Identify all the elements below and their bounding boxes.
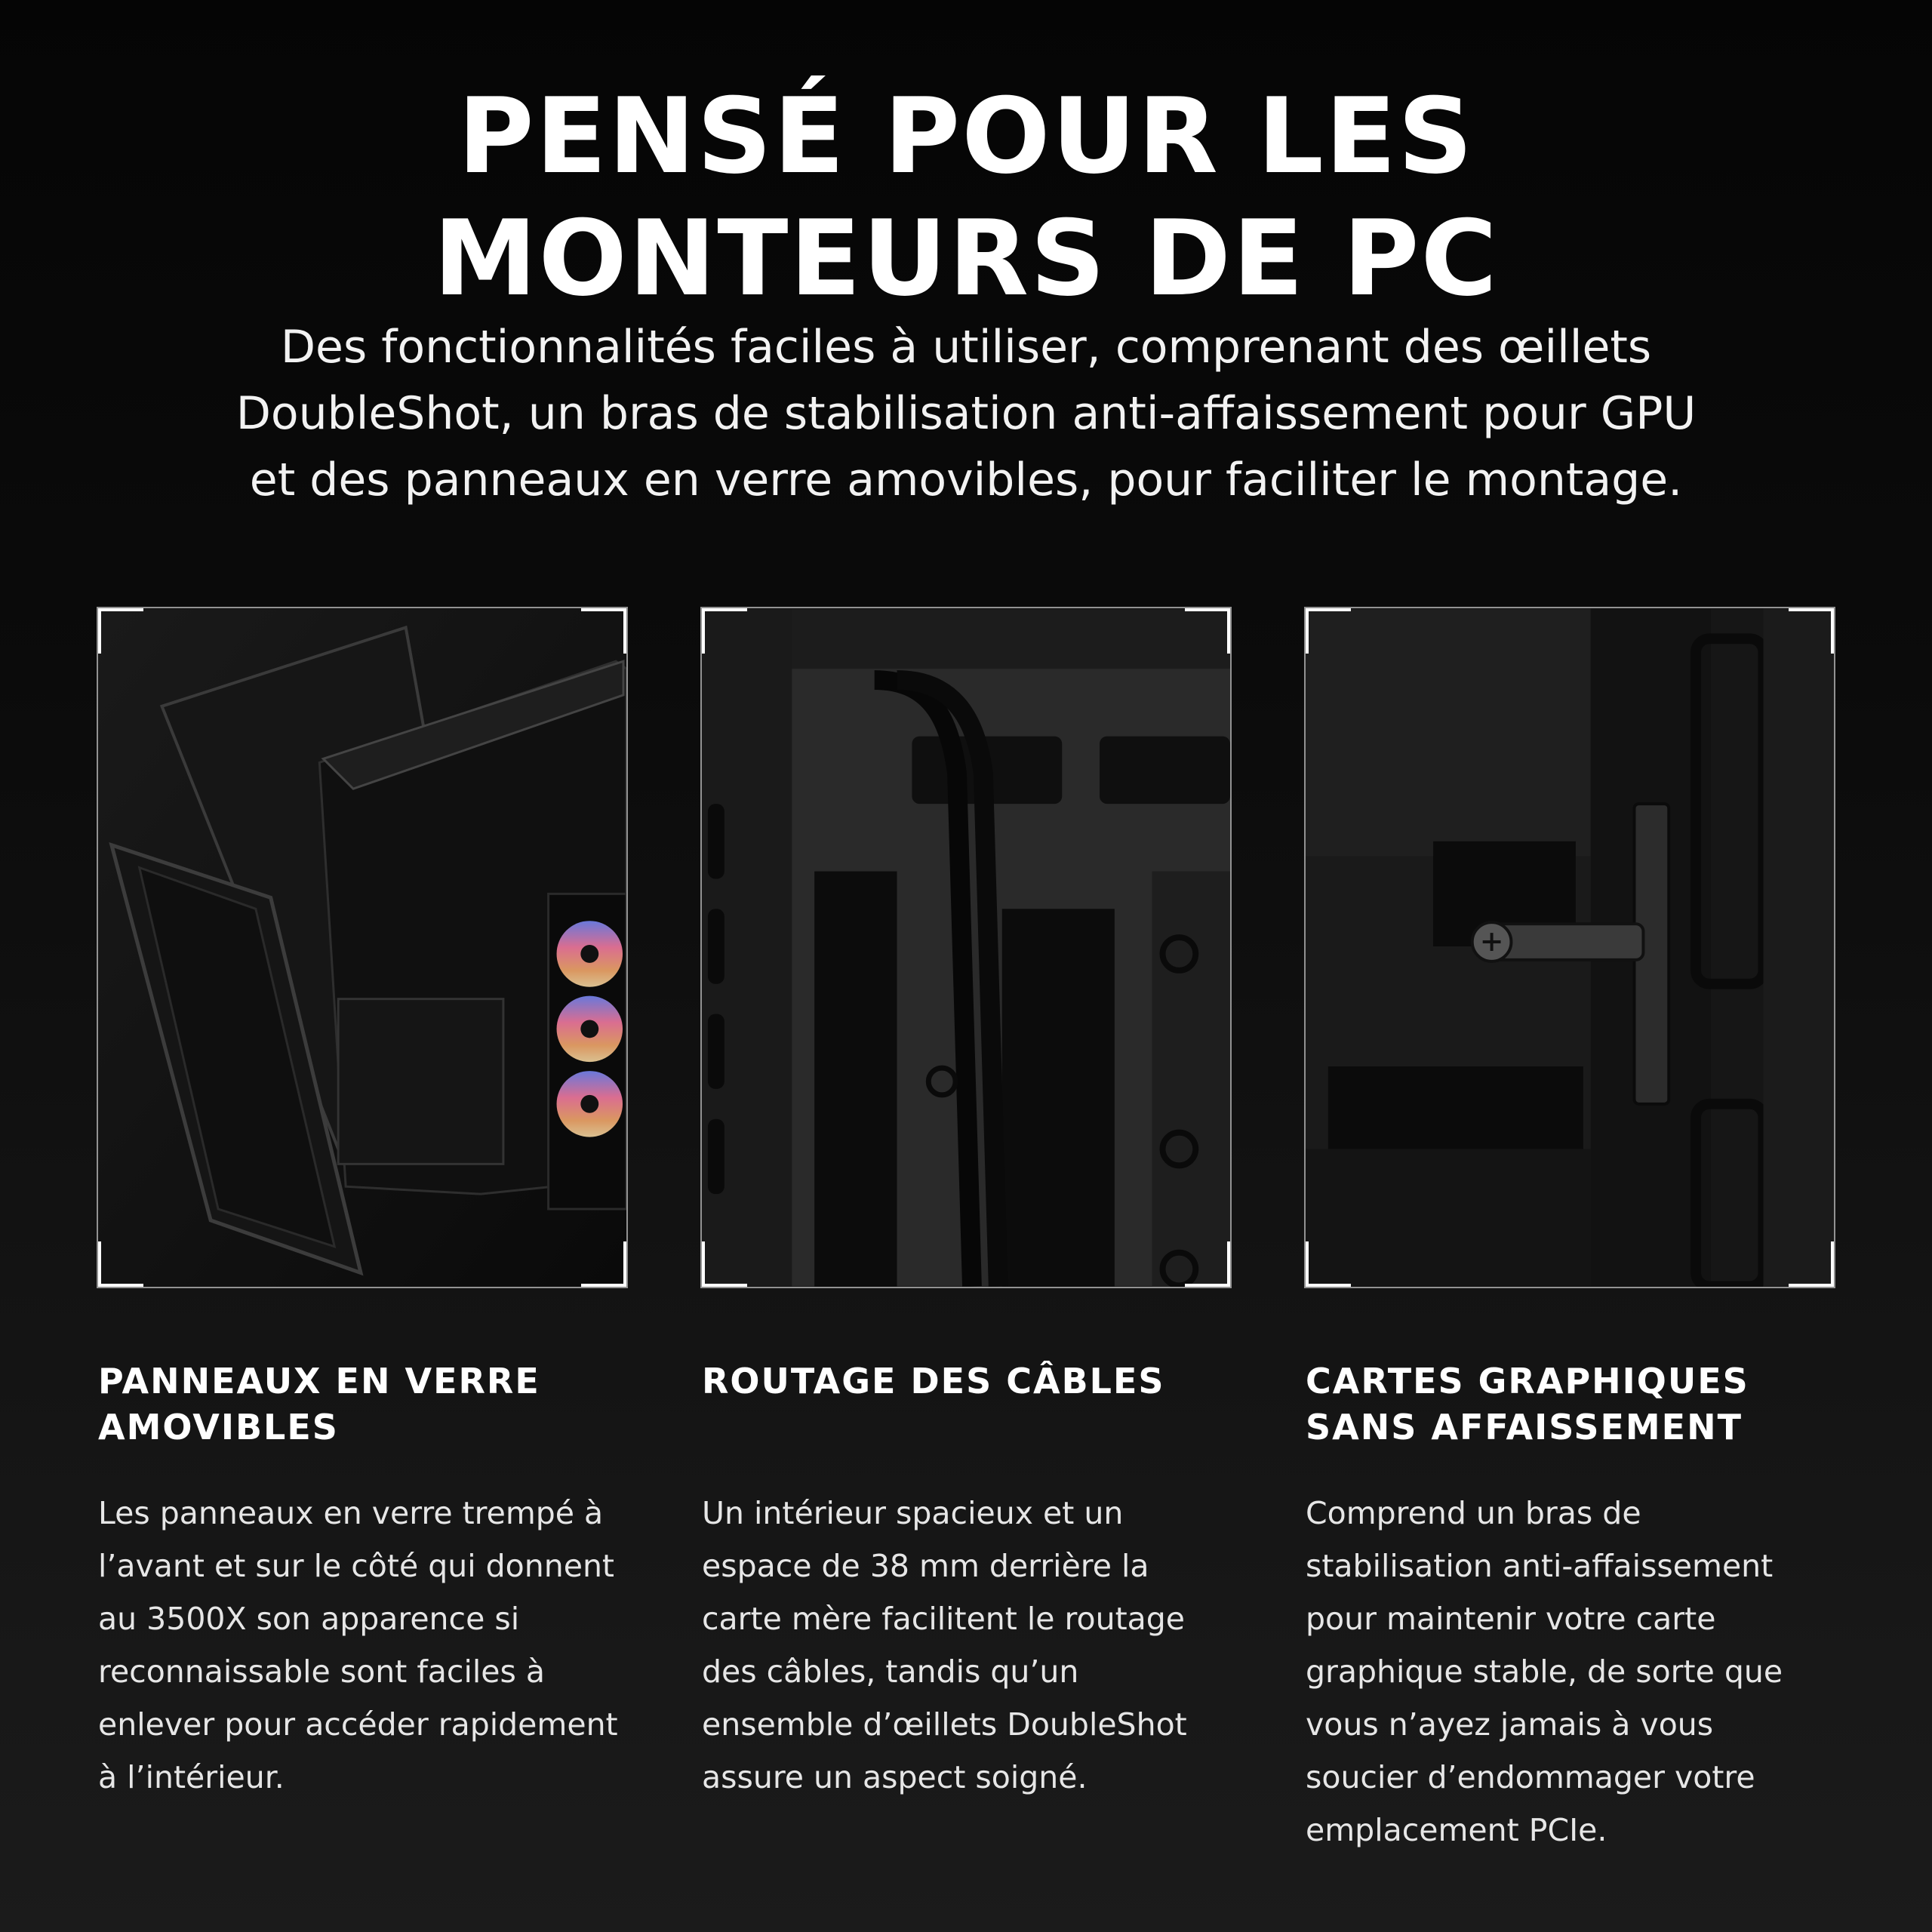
subtitle-line: et des panneaux en verre amovibles, pour faciliter le montage. bbox=[249, 454, 1683, 506]
feature-body-line: Les panneaux en verre trempé à bbox=[98, 1495, 604, 1531]
feature-body-line: à l’intérieur. bbox=[98, 1759, 285, 1795]
feature-gpu-anti-sag bbox=[1306, 1358, 1849, 1857]
feature-body-line: espace de 38 mm derrière la bbox=[702, 1548, 1149, 1584]
corner-bracket bbox=[581, 607, 628, 654]
headline bbox=[0, 75, 1932, 320]
feature-body-line: graphique stable, de sorte que bbox=[1306, 1654, 1783, 1690]
feature-body-line: assure un aspect soigné. bbox=[702, 1759, 1088, 1795]
corner-bracket bbox=[1789, 1241, 1835, 1288]
subtitle-line: Des fonctionnalités faciles à utiliser, comprenant des œillets bbox=[280, 321, 1652, 374]
cable-routing-image bbox=[700, 607, 1232, 1288]
feature-body-line: ensemble d’œillets DoubleShot bbox=[702, 1706, 1187, 1743]
feature-body-line: au 3500X son apparence si bbox=[98, 1601, 520, 1637]
gpu-support-illustration bbox=[1306, 608, 1834, 1287]
feature-body-line: vous n’ayez jamais à vous bbox=[1306, 1706, 1714, 1743]
feature-body-line: carte mère facilitent le routage bbox=[702, 1601, 1186, 1637]
feature-body-line: emplacement PCIe. bbox=[1306, 1812, 1607, 1848]
feature-body-line: l’avant et sur le côté qui donnent bbox=[98, 1548, 615, 1584]
corner-bracket bbox=[1185, 607, 1232, 654]
feature-body-line: enlever pour accéder rapidement bbox=[98, 1706, 618, 1743]
corner-bracket bbox=[97, 607, 143, 654]
feature-body bbox=[98, 1487, 641, 1804]
feature-title: ROUTAGE DES CÂBLES bbox=[702, 1361, 1165, 1401]
headline-line-1: PENSÉ POUR LES bbox=[457, 75, 1475, 197]
feature-cable-routing bbox=[702, 1358, 1245, 1804]
feature-body-line: Comprend un bras de bbox=[1306, 1495, 1641, 1531]
exploded-case-illustration bbox=[98, 608, 626, 1287]
corner-bracket bbox=[700, 607, 747, 654]
headline-line-2: MONTEURS DE PC bbox=[433, 198, 1499, 319]
corner-bracket bbox=[1304, 607, 1351, 654]
feature-title: PANNEAUX EN VERRE AMOVIBLES bbox=[98, 1361, 540, 1447]
feature-glass-panels bbox=[98, 1358, 641, 1804]
feature-body bbox=[1306, 1487, 1849, 1857]
corner-bracket bbox=[581, 1241, 628, 1288]
corner-bracket bbox=[1304, 1241, 1351, 1288]
subtitle-line: DoubleShot, un bras de stabilisation anti-affaissement pour GPU bbox=[235, 387, 1697, 440]
corner-bracket bbox=[97, 1241, 143, 1288]
corner-bracket bbox=[700, 1241, 747, 1288]
feature-body-line: des câbles, tandis qu’un bbox=[702, 1654, 1079, 1690]
subtitle bbox=[0, 314, 1932, 513]
glass-panels-image bbox=[97, 607, 628, 1288]
feature-body-line: stabilisation anti-affaissement bbox=[1306, 1548, 1774, 1584]
feature-body bbox=[702, 1487, 1245, 1804]
feature-title: CARTES GRAPHIQUES SANS AFFAISSEMENT bbox=[1306, 1361, 1749, 1447]
corner-bracket bbox=[1185, 1241, 1232, 1288]
feature-body-line: soucier d’endommager votre bbox=[1306, 1759, 1755, 1795]
feature-body-line: reconnaissable sont faciles à bbox=[98, 1654, 545, 1690]
feature-body-line: pour maintenir votre carte bbox=[1306, 1601, 1716, 1637]
corner-bracket bbox=[1789, 607, 1835, 654]
gpu-support-image bbox=[1304, 607, 1835, 1288]
cable-routing-illustration bbox=[702, 608, 1230, 1287]
feature-body-line: Un intérieur spacieux et un bbox=[702, 1495, 1124, 1531]
